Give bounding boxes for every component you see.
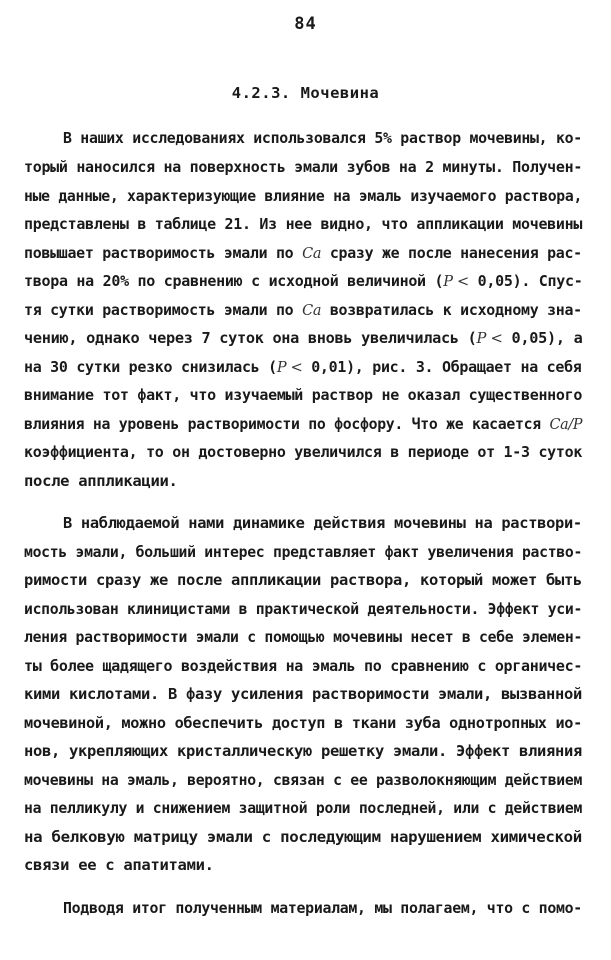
text-segment: возвратилась к исходному зна- <box>321 301 582 319</box>
text-segment: 0,05). Спус- <box>468 272 583 290</box>
text-line <box>63 513 582 533</box>
text-segment: 0,01), рис. 3. Обращает на себя <box>302 358 582 376</box>
text-segment: В наших исследованиях использовался 5% раствор мочевины, ко- <box>63 129 582 147</box>
section-heading: 4.2.3. Мочевина <box>231 84 380 102</box>
text-line <box>24 627 582 647</box>
text-line <box>24 385 582 405</box>
text-line <box>24 684 582 704</box>
text-line <box>24 656 582 676</box>
text-segment: Подводя итог полученным материалам, мы полагаем, что с помо- <box>63 899 582 917</box>
text-segment: нов, укрепляющих кристаллическую решетку эмали. Эффект влияния <box>24 742 582 760</box>
handwritten-symbol: P < <box>443 272 469 290</box>
text-segment: мочевины на эмаль, вероятно, связан с ее разволокняющим действием <box>24 771 583 789</box>
handwritten-symbol: P < <box>276 358 303 376</box>
text-line <box>24 442 582 462</box>
text-line <box>24 471 178 491</box>
text-segment: влияния на уровень растворимости по фосфору. Что же касается <box>24 415 550 433</box>
text-line <box>24 414 582 434</box>
text-line <box>24 827 582 847</box>
text-line <box>24 713 582 733</box>
text-segment: повышает растворимость эмали по <box>24 244 303 262</box>
text-line <box>24 214 582 234</box>
handwritten-symbol: P < <box>476 329 503 347</box>
text-line <box>24 300 582 320</box>
text-line <box>63 128 582 148</box>
text-line <box>24 186 582 206</box>
text-segment: кими кислотами. В фазу усиления растворимости эмали, вызванной <box>24 685 582 703</box>
text-segment: твора на 20% по сравнению с исходной величиной ( <box>24 272 444 290</box>
text-segment: сразу же после нанесения рас- <box>321 244 582 262</box>
text-segment: ные данные, характеризующие влияние на эмаль изучаемого раствора, <box>24 187 583 205</box>
text-segment: ты более щадящего воздействия на эмаль по сравнению с органичес- <box>24 657 583 675</box>
text-segment: использован клиницистами в практической деятельности. Эффект уси- <box>24 600 583 618</box>
text-line <box>24 599 582 619</box>
text-line <box>24 770 582 790</box>
text-line <box>24 357 582 377</box>
text-segment: связи ее с апатитами. <box>24 856 214 874</box>
text-segment: римости сразу же после аппликации раствора, который может быть <box>24 571 582 589</box>
text-line <box>24 542 582 562</box>
text-line <box>24 271 582 291</box>
text-line <box>24 741 582 761</box>
text-segment: торый наносился на поверхность эмали зубов на 2 минуты. Получен- <box>24 158 583 176</box>
text-segment: представлены в таблице 21. Из нее видно, что аппликации мочевины <box>24 215 583 233</box>
handwritten-symbol: Ca/P <box>549 415 583 433</box>
text-segment: после аппликации. <box>24 472 178 490</box>
text-segment: мость эмали, больший интерес представляет факт увеличения раство- <box>24 543 583 561</box>
text-segment: В наблюдаемой нами динамике действия мочевины на раствори- <box>63 514 582 532</box>
handwritten-symbol: Ca <box>302 244 322 262</box>
text-line <box>24 243 582 263</box>
text-line <box>24 328 582 348</box>
text-line <box>24 570 582 590</box>
text-segment: чению, однако через 7 суток она вновь увеличилась ( <box>24 329 477 347</box>
text-segment: на белковую матрицу эмали с последующим нарушением химической <box>24 828 582 846</box>
text-segment: на пелликулу и снижением защитной роли последней, или с действием <box>24 799 583 817</box>
text-line <box>63 898 582 918</box>
text-line <box>24 855 214 875</box>
text-segment: ления растворимости эмали с помощью мочевины несет в себе элемен- <box>24 628 583 646</box>
text-segment: на 30 сутки резко снизилась ( <box>24 358 277 376</box>
text-line <box>24 157 582 177</box>
page-number: 84 <box>294 14 317 34</box>
text-segment: внимание тот факт, что изучаемый раствор не оказал существенного <box>24 386 583 404</box>
text-segment: мочевиной, можно обеспечить доступ в ткани зуба однотропных ио- <box>24 714 583 732</box>
text-line <box>24 798 582 818</box>
text-segment: тя сутки растворимость эмали по <box>24 301 303 319</box>
text-segment: коэффициента, то он достоверно увеличился в периоде от 1-3 суток <box>24 443 583 461</box>
handwritten-symbol: Ca <box>302 301 322 319</box>
text-segment: 0,05), а <box>502 329 583 347</box>
